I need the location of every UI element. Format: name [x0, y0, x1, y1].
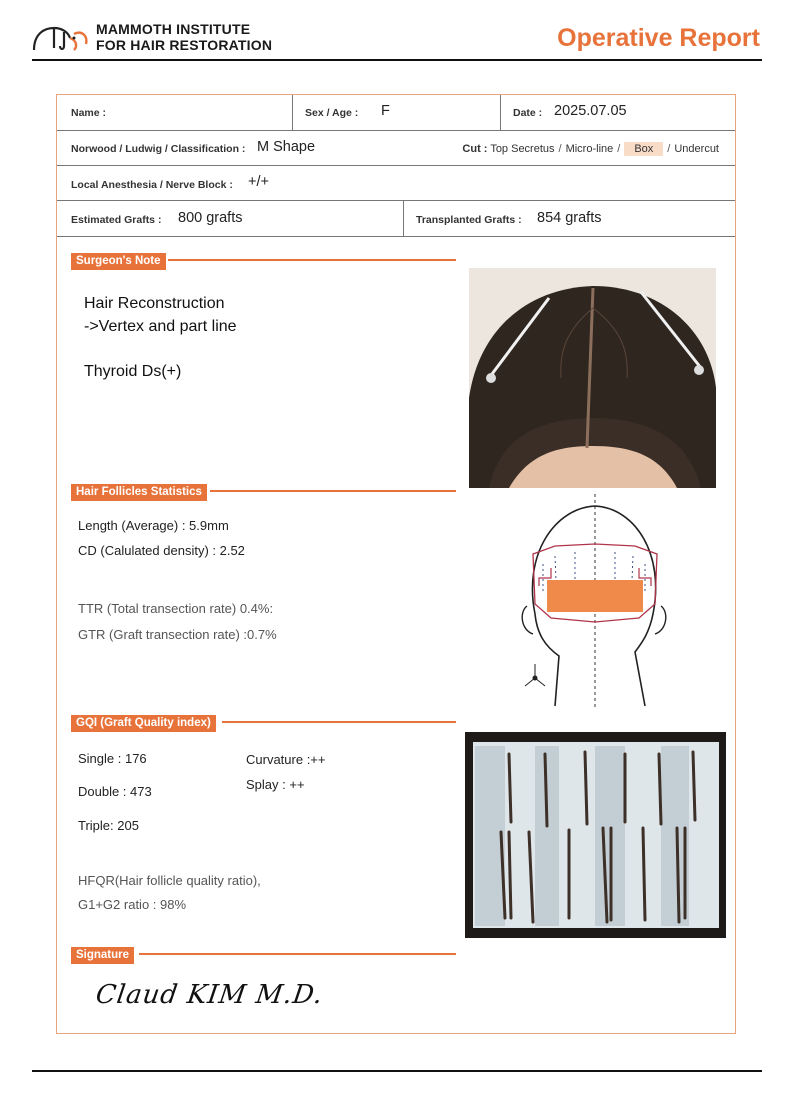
sex-age-value: F: [381, 103, 390, 119]
name-label: Name :: [71, 107, 107, 119]
transplanted-grafts-value: 854 grafts: [537, 210, 602, 226]
follicle-stats-header: [71, 482, 456, 498]
stat-cd: CD (Calulated density) : 2.52: [78, 543, 245, 558]
transplanted-grafts-label: Transplanted Grafts :: [416, 214, 522, 226]
footer-rule: [32, 1070, 762, 1072]
cut-option-box-selected: Box: [624, 142, 663, 156]
gqi-curvature: Curvature :++: [246, 752, 326, 767]
graft-sample-photo: [465, 732, 726, 938]
section-rule: [168, 259, 456, 261]
gqi-single: Single : 176: [78, 751, 147, 766]
gqi-header: [71, 713, 456, 729]
header-rule: [32, 59, 762, 61]
anesthesia-value: +/+: [248, 174, 269, 190]
cut-option-undercut: Undercut: [674, 143, 719, 155]
cut-options: [462, 143, 719, 155]
gqi-hfqr: HFQR(Hair follicle quality ratio),: [78, 873, 261, 888]
cut-label: Cut :: [462, 143, 488, 155]
divider: [292, 95, 293, 130]
note-line: ->Vertex and part line: [84, 318, 237, 335]
anesthesia-row: [57, 166, 735, 201]
gqi-title: GQI (Graft Quality index): [71, 715, 216, 732]
donor-area-diagram: [515, 494, 675, 714]
classification-row: [57, 131, 735, 166]
follicle-stats-title: Hair Follicles Statistics: [71, 484, 207, 501]
section-rule: [222, 721, 456, 723]
signature-text: Claud KIM M.D.: [93, 980, 326, 1010]
gqi-triple: Triple: 205: [78, 818, 139, 833]
grafts-row: [57, 201, 735, 237]
estimated-grafts-value: 800 grafts: [178, 210, 243, 226]
stat-length: Length (Average) : 5.9mm: [78, 518, 229, 533]
sex-age-label: Sex / Age :: [305, 107, 359, 119]
document-title: Operative Report: [557, 24, 760, 52]
stat-ttr: TTR (Total transection rate) 0.4%:: [78, 601, 274, 616]
cut-separator: /: [558, 143, 562, 155]
cut-separator: /: [617, 143, 621, 155]
note-line: Thyroid Ds(+): [84, 363, 182, 380]
elephant-logo-icon: [30, 20, 92, 52]
divider: [500, 95, 501, 130]
cut-option-micro-line: Micro-line: [565, 143, 614, 155]
divider: [403, 201, 404, 236]
logo-line1: MAMMOTH INSTITUTE: [96, 21, 251, 37]
signature-title: Signature: [71, 947, 134, 964]
note-line: Hair Reconstruction: [84, 295, 225, 312]
signature-header: [71, 945, 456, 961]
scalp-photo: [469, 268, 716, 488]
surgeons-note-title: Surgeon's Note: [71, 253, 166, 270]
anesthesia-label: Local Anesthesia / Nerve Block :: [71, 179, 233, 191]
logo-wordmark: [96, 21, 272, 53]
date-value: 2025.07.05: [554, 103, 627, 119]
classification-value: M Shape: [257, 139, 316, 155]
date-label: Date :: [513, 107, 543, 119]
stat-gtr: GTR (Graft transection rate) :0.7%: [78, 627, 277, 642]
classification-label: Norwood / Ludwig / Classification :: [71, 143, 246, 155]
cut-separator: /: [667, 143, 671, 155]
section-rule: [210, 490, 456, 492]
cut-option-top-secretus: Top Secretus: [490, 143, 555, 155]
surgeons-note-text: [84, 292, 237, 383]
patient-info-row: [57, 95, 735, 131]
logo-line2: FOR HAIR RESTORATION: [96, 37, 273, 53]
estimated-grafts-label: Estimated Grafts :: [71, 214, 162, 226]
section-rule: [139, 953, 456, 955]
gqi-splay: Splay : ++: [246, 777, 305, 792]
gqi-double: Double : 473: [78, 784, 152, 799]
surgeons-note-header: [71, 251, 456, 267]
gqi-ratio: G1+G2 ratio : 98%: [78, 897, 187, 912]
